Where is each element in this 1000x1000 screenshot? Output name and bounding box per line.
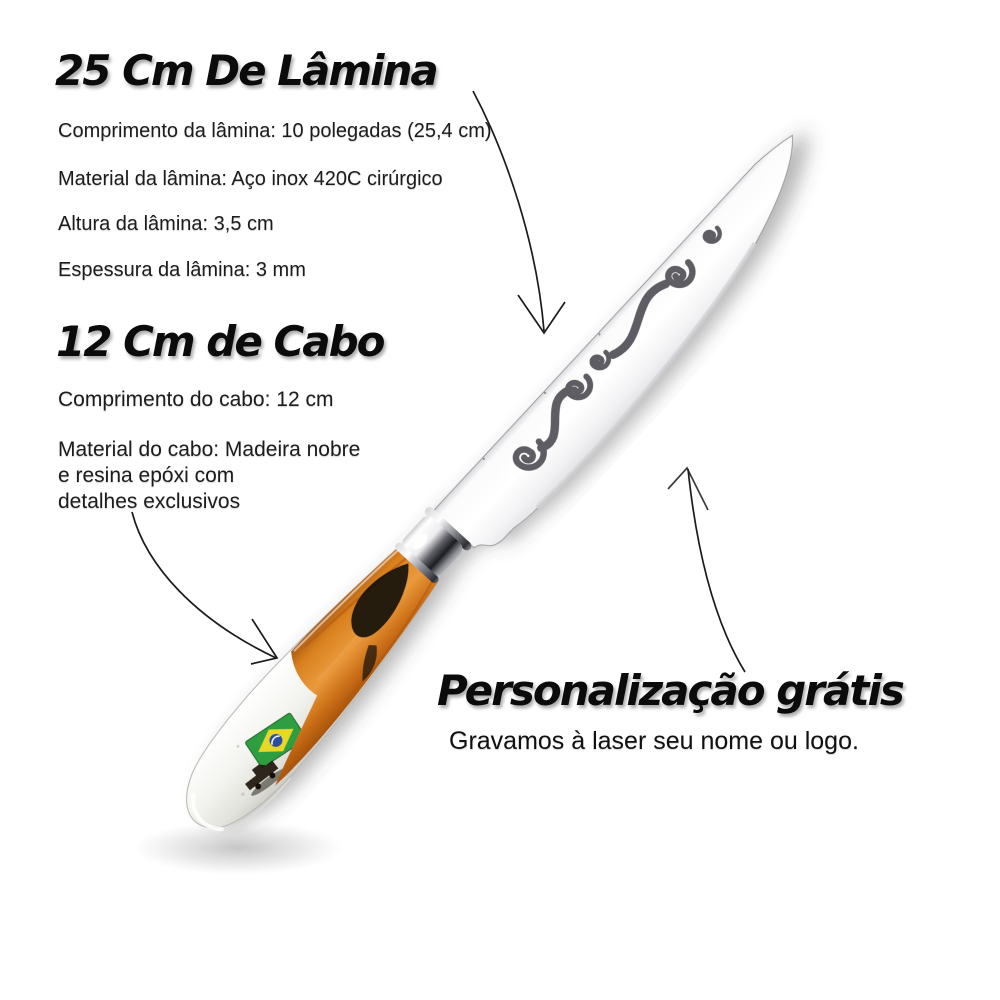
- blade-spec-material: Material da lâmina: Aço inox 420C cirúrgico: [58, 168, 443, 190]
- handle-title: 12 Cm de Cabo: [56, 317, 384, 366]
- personalization-subtitle: Gravamos à laser seu nome ou logo.: [449, 727, 859, 755]
- blade-title: 25 Cm De Lâmina: [55, 46, 437, 95]
- knife-blade: [432, 128, 842, 565]
- ground-shadow: [133, 821, 343, 875]
- handle-spec-length: Comprimento do cabo: 12 cm: [58, 388, 334, 411]
- blade-spec-thickness: Espessura da lâmina: 3 mm: [58, 259, 306, 281]
- blade-spec-length: Comprimento da lâmina: 10 polegadas (25,4 cm): [58, 120, 492, 142]
- blade-arrow-line: [473, 91, 544, 331]
- handle-spec-material-line3: detalhes exclusivos: [58, 490, 241, 513]
- handle-arrow: [132, 512, 277, 664]
- blade-arrow: [473, 91, 565, 333]
- engraving-arrow: [668, 468, 745, 672]
- blade-spec-height: Altura da lâmina: 3,5 cm: [58, 213, 274, 235]
- personalization-title: Personalização grátis: [437, 666, 903, 715]
- engraving-arrow-line: [688, 469, 745, 672]
- handle-spec-material-line1: Material do cabo: Madeira nobre: [58, 438, 361, 461]
- knife-photo: [161, 120, 842, 851]
- handle-arrow-line: [132, 512, 276, 658]
- handle-spec-material-line2: e resina epóxi com: [58, 464, 235, 487]
